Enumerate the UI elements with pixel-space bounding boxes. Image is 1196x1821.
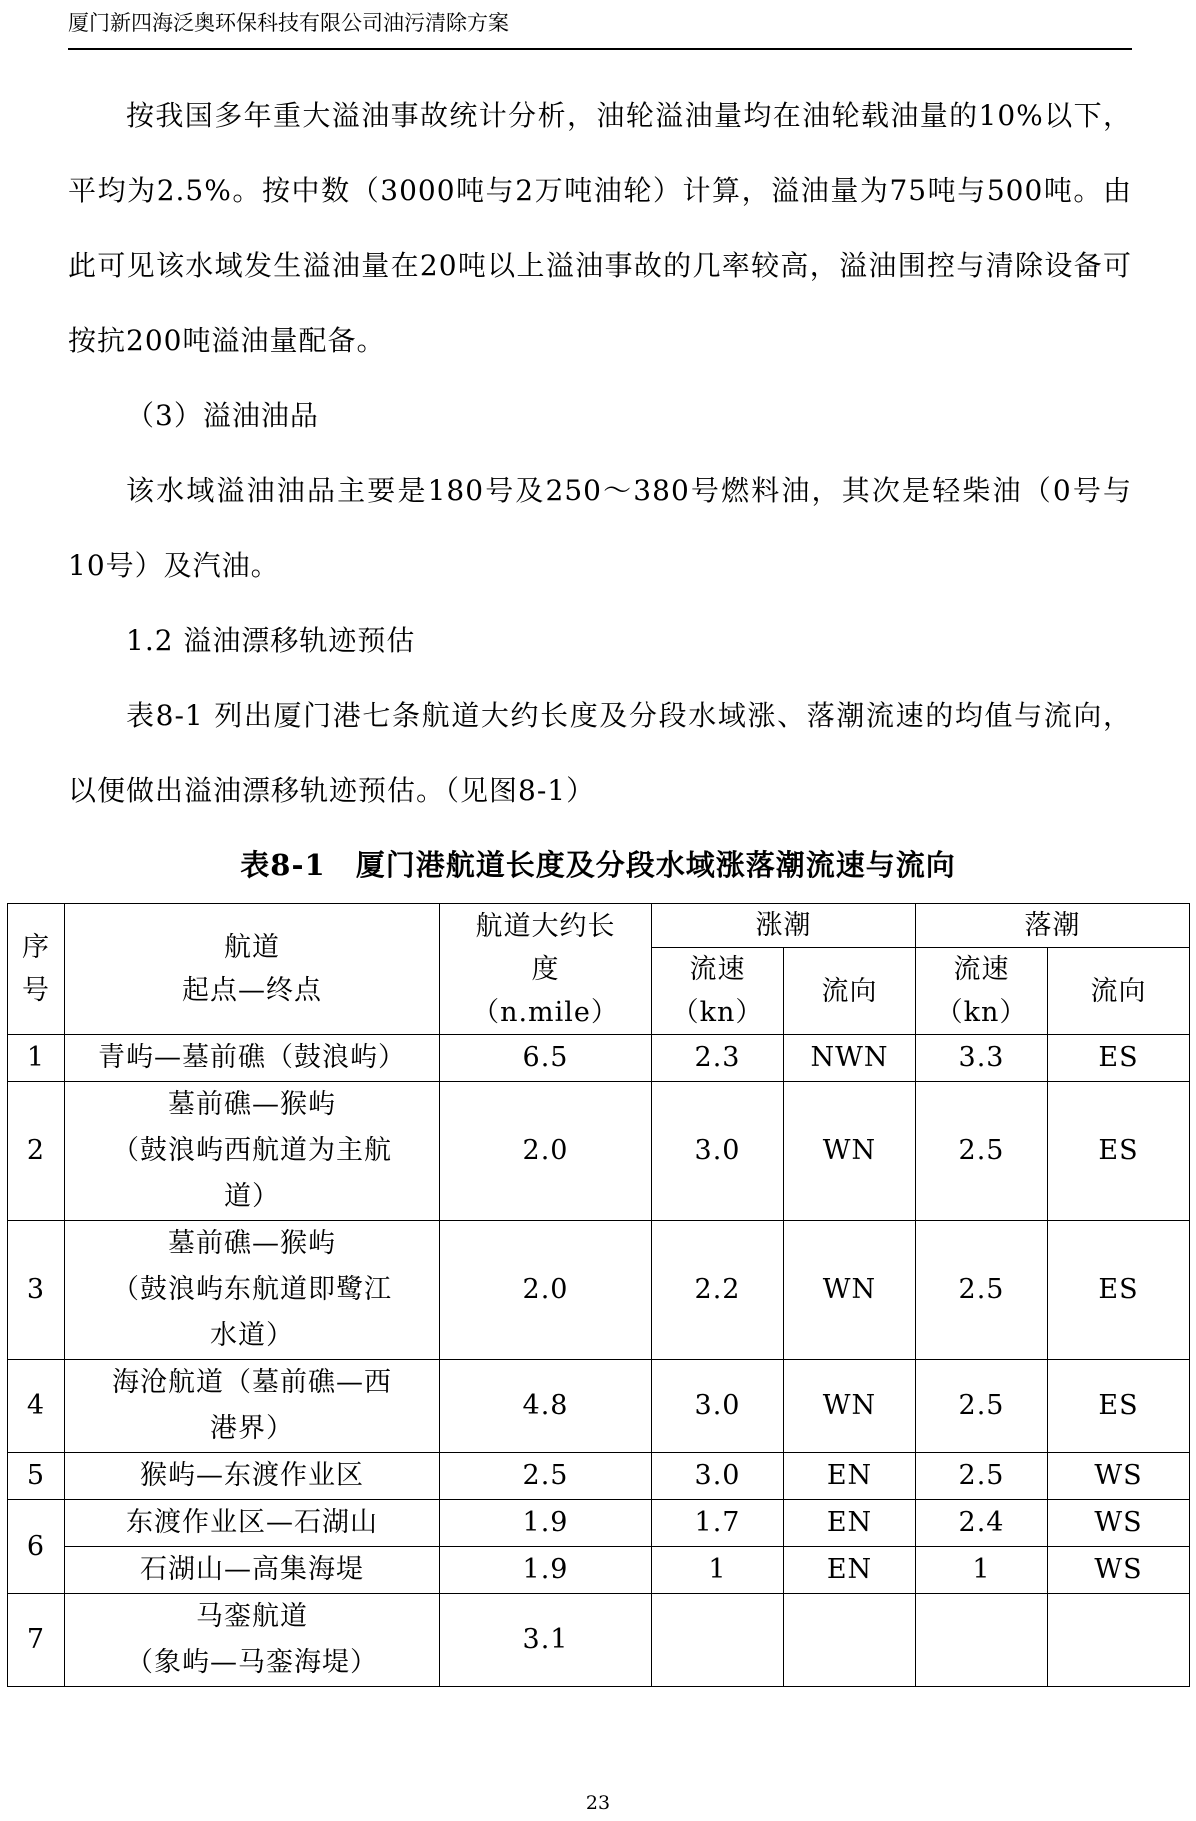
cell-channel: 猴屿—东渡作业区 [65,1453,440,1500]
cell-flood-speed: 1 [652,1547,784,1594]
cell-channel: 海沧航道（墓前礁—西 港界） [65,1360,440,1453]
header-ebb: 落潮 [916,904,1190,948]
cell-length: 2.0 [440,1221,652,1360]
header-flood: 涨潮 [652,904,916,948]
cell-ebb-speed: 1 [916,1547,1048,1594]
table-row [8,1035,1190,1082]
cell-channel: 墓前礁—猴屿 （鼓浪屿东航道即鹭江 水道） [65,1221,440,1360]
header-channel: 航道 起点—终点 [65,904,440,1035]
cell-ebb-speed: 2.5 [916,1221,1048,1360]
cell-flood-direction: WN [784,1082,916,1221]
cell-flood-direction: NWN [784,1035,916,1082]
cell-ebb-direction: ES [1048,1035,1190,1082]
cell-channel: 墓前礁—猴屿 （鼓浪屿西航道为主航 道） [65,1082,440,1221]
cell-length: 1.9 [440,1547,652,1594]
cell-length: 2.0 [440,1082,652,1221]
cell-ebb-speed: 3.3 [916,1035,1048,1082]
cell-flood-direction: EN [784,1547,916,1594]
header-no: 序 号 [8,904,65,1035]
cell-ebb-speed: 2.4 [916,1500,1048,1547]
cell-length: 1.9 [440,1500,652,1547]
table-row [8,1082,1190,1221]
cell-ebb-speed: 2.5 [916,1453,1048,1500]
cell-channel: 石湖山—高集海堤 [65,1547,440,1594]
header-title: 厦门新四海泛奥环保科技有限公司油污清除方案 [68,11,509,35]
cell-no: 7 [8,1594,65,1687]
table-caption-title: 厦门港航道长度及分段水域涨落潮流速与流向 [355,848,956,882]
table-caption-number: 表8-1 [240,848,326,882]
cell-flood-direction: EN [784,1453,916,1500]
header-flood-speed: 流速 （kn） [652,948,784,1035]
body-text [68,78,1132,828]
cell-ebb-speed: 2.5 [916,1360,1048,1453]
cell-flood-speed: 2.2 [652,1221,784,1360]
cell-no: 5 [8,1453,65,1500]
cell-ebb-speed [916,1594,1048,1687]
header-ebb-speed: 流速 （kn） [916,948,1048,1035]
cell-flood-speed: 2.3 [652,1035,784,1082]
cell-length: 4.8 [440,1360,652,1453]
cell-channel: 东渡作业区—石湖山 [65,1500,440,1547]
cell-flood-speed: 3.0 [652,1082,784,1221]
cell-no: 2 [8,1082,65,1221]
paragraph-table-intro: 表8-1 列出厦门港七条航道大约长度及分段水域涨、落潮流速的均值与流向，以便做出溢油漂移轨迹预估。（见图8-1） [68,699,1132,807]
channel-current-table [7,903,1190,1687]
cell-no: 1 [8,1035,65,1082]
cell-ebb-direction: WS [1048,1453,1190,1500]
cell-ebb-speed: 2.5 [916,1082,1048,1221]
table-row [8,1547,1190,1594]
page-number: 23 [585,1792,611,1814]
cell-ebb-direction: WS [1048,1500,1190,1547]
cell-ebb-direction: WS [1048,1547,1190,1594]
cell-flood-speed: 3.0 [652,1360,784,1453]
header-ebb-direction: 流向 [1048,948,1190,1035]
cell-flood-direction: WN [784,1360,916,1453]
section-heading-drift-estimate: 1.2 溢油漂移轨迹预估 [126,624,416,657]
cell-ebb-direction [1048,1594,1190,1687]
cell-ebb-direction: ES [1048,1082,1190,1221]
table-row [8,1360,1190,1453]
cell-no: 6 [8,1500,65,1594]
header-flood-direction: 流向 [784,948,916,1035]
table-row [8,1594,1190,1687]
cell-flood-direction: EN [784,1500,916,1547]
cell-ebb-direction: ES [1048,1360,1190,1453]
cell-length: 6.5 [440,1035,652,1082]
cell-flood-direction [784,1594,916,1687]
cell-flood-direction: WN [784,1221,916,1360]
cell-channel: 青屿—墓前礁（鼓浪屿） [65,1035,440,1082]
cell-no: 3 [8,1221,65,1360]
cell-flood-speed: 1.7 [652,1500,784,1547]
page-header [68,6,1132,50]
section-heading-oil-products: （3）溢油油品 [126,399,319,432]
cell-flood-speed [652,1594,784,1687]
table-caption [0,845,1196,885]
cell-channel: 马銮航道 （象屿—马銮海堤） [65,1594,440,1687]
table-row [8,1221,1190,1360]
cell-no: 4 [8,1360,65,1453]
cell-length: 3.1 [440,1594,652,1687]
header-length: 航道大约长 度 （n.mile） [440,904,652,1035]
cell-flood-speed: 3.0 [652,1453,784,1500]
table-row [8,1453,1190,1500]
paragraph-statistics: 按我国多年重大溢油事故统计分析，油轮溢油量均在油轮载油量的10%以下，平均为2.5%。按中数（3000吨与2万吨油轮）计算，溢油量为75吨与500吨。由此可见该水域发生溢油量在20吨以上溢油事故的几率较高，溢油围控与清除设备可按抗200吨溢油量配备。 [68,99,1132,357]
paragraph-oil-products: 该水域溢油油品主要是180号及250～380号燃料油，其次是轻柴油（0号与10号）及汽油。 [68,474,1132,582]
table-row [8,1500,1190,1547]
cell-ebb-direction: ES [1048,1221,1190,1360]
cell-length: 2.5 [440,1453,652,1500]
